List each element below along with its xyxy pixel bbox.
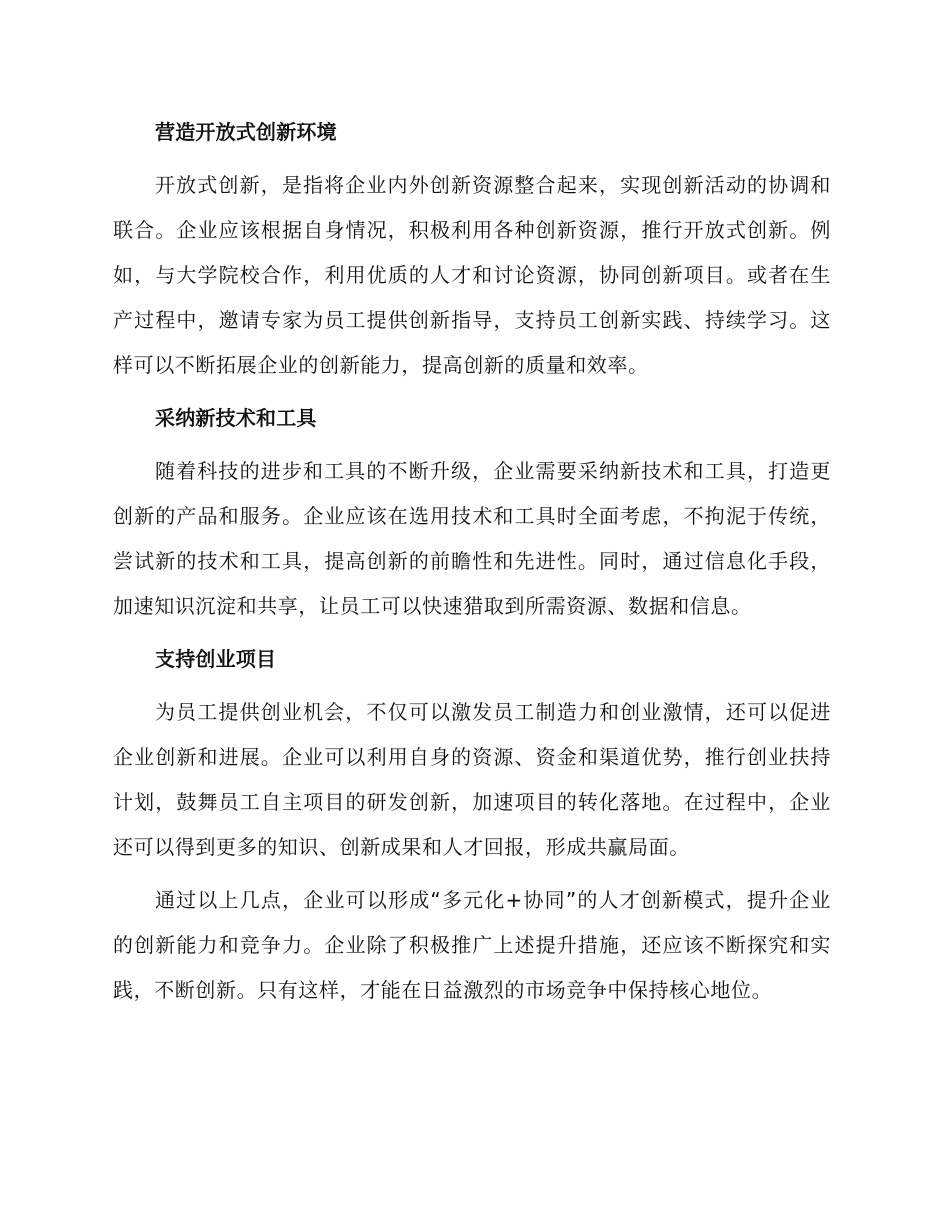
section-heading-open-innovation: 营造开放式创新环境 [155,120,337,144]
section-paragraph-new-tech: 随着科技的进步和工具的不断升级，企业需要采纳新技术和工具，打造更创新的产品和服务。企业应该在选用技术和工具时全面考虑，不拘泥于传统，尝试新的技术和工具，提高创新的前瞻性和先进性。同时，通过信息化手段，加速知识沉淀和共享，让员工可以快速猎取到所需资源、数据和信息。 [113,459,831,618]
section-heading-new-tech: 采纳新技术和工具 [155,406,317,430]
section-paragraph-open-innovation: 开放式创新，是指将企业内外创新资源整合起来，实现创新活动的协调和联合。企业应该根据自身情况，积极利用各种创新资源，推行开放式创新。例如，与大学院校合作，利用优质的人才和讨论资源，协同创新项目。或者在生产过程中，邀请专家为员工提供创新指导，支持员工创新实践、持续学习。这样可以不断拓展企业的创新能力，提高创新的质量和效率。 [113,173,831,377]
section-paragraph-startup-support: 为员工提供创业机会，不仅可以激发员工制造力和创业激情，还可以促进企业创新和进展。企业可以利用自身的资源、资金和渠道优势，推行创业扶持计划，鼓舞员工自主项目的研发创新，加速项目的转化落地。在过程中，企业还可以得到更多的知识、创新成果和人才回报，形成共赢局面。 [113,700,831,859]
section-heading-startup-support: 支持创业项目 [155,647,277,671]
document-body [113,110,831,1013]
conclusion-paragraph: 通过以上几点，企业可以形成“多元化+协同”的人才创新模式，提升企业的创新能力和竞争力。企业除了积极推广上述提升措施，还应该不断探究和实践，不断创新。只有这样，才能在日益激烈的市场竞争中保持核心地位。 [113,888,831,1002]
